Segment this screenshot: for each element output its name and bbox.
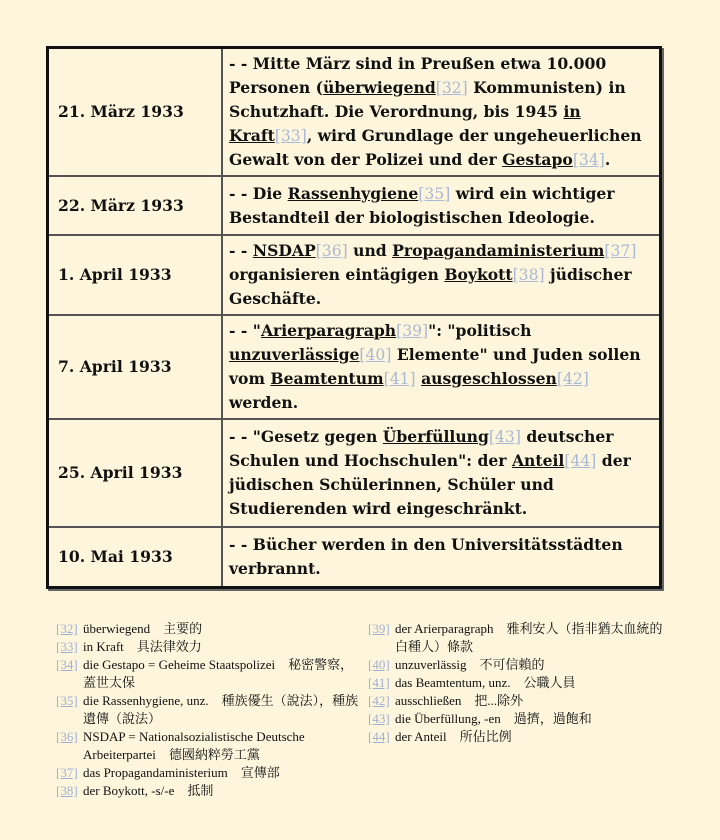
table-row xyxy=(48,527,661,587)
footnote-number-link[interactable]: [41] xyxy=(368,675,390,690)
footnote-number-link[interactable]: [40] xyxy=(368,657,390,672)
footnote-ref-link[interactable]: [37] xyxy=(604,242,637,260)
row-date: 21. März 1933 xyxy=(48,48,223,177)
glossary-term: Boykott xyxy=(444,265,513,284)
footnote-item xyxy=(56,638,366,656)
footnote-item xyxy=(56,728,366,764)
row-date: 25. April 1933 xyxy=(48,419,223,527)
footnote-text: die Gestapo = Geheime Staatspolizei 秘密警察，蓋世太保 xyxy=(83,657,354,690)
text-run: deutscher Schulen und Hochschulen": der xyxy=(229,427,614,470)
footnote-item xyxy=(56,692,366,728)
row-description xyxy=(222,48,661,177)
footnote-number-link[interactable]: [37] xyxy=(56,765,78,780)
text-run: - - Die xyxy=(229,183,288,203)
footnote-text: in Kraft 具法律效力 xyxy=(83,639,202,654)
footnote-ref-link[interactable]: [32] xyxy=(435,79,468,97)
row-date: 7. April 1933 xyxy=(48,315,223,419)
footnote-ref-link[interactable]: [33] xyxy=(274,127,307,145)
text-run: Elemente" und Juden sollen vom xyxy=(229,345,641,388)
glossary-term: Gestapo xyxy=(502,150,573,169)
row-date: 1. April 1933 xyxy=(48,235,223,315)
glossary-term: überwiegend xyxy=(323,78,436,97)
footnote-item xyxy=(368,692,668,710)
row-description xyxy=(222,527,661,587)
footnotes-right xyxy=(368,620,668,746)
table-row xyxy=(48,176,661,235)
text-run: - - "Gesetz gegen xyxy=(229,427,383,446)
footnote-ref-link[interactable]: [44] xyxy=(564,452,597,470)
text-run: und xyxy=(347,241,393,260)
footnote-number-link[interactable]: [33] xyxy=(56,639,78,654)
footnote-item xyxy=(368,620,668,656)
footnote-number-link[interactable]: [34] xyxy=(56,657,78,672)
glossary-term: NSDAP xyxy=(252,241,316,260)
text-run: der jüdischen Schülerinnen, Schüler und Studierenden wird eingeschränkt. xyxy=(229,451,631,518)
row-description xyxy=(222,235,661,315)
footnote-text: der Boykott, -s/-e 抵制 xyxy=(83,783,214,798)
footnote-item xyxy=(56,782,366,800)
footnotes-left xyxy=(56,620,366,800)
footnote-ref-link[interactable]: [39] xyxy=(396,322,429,340)
table-row xyxy=(48,48,661,177)
footnote-item xyxy=(368,674,668,692)
footnote-ref-link[interactable]: [34] xyxy=(572,151,605,169)
footnote-text: NSDAP = Nationalsozialistische Deutsche Arbeiterpartei 德國納粹勞工黨 xyxy=(83,729,305,762)
text-run: - - " xyxy=(229,321,261,340)
footnote-ref-link[interactable]: [40] xyxy=(359,346,392,364)
glossary-term: ausgeschlossen xyxy=(421,369,557,388)
footnote-number-link[interactable]: [32] xyxy=(56,621,78,636)
glossary-term: Propagandaministerium xyxy=(392,241,605,260)
footnote-number-link[interactable]: [38] xyxy=(56,783,78,798)
footnote-number-link[interactable]: [42] xyxy=(368,693,390,708)
table-row xyxy=(48,315,661,419)
footnote-item xyxy=(368,728,668,746)
footnote-item xyxy=(56,656,366,692)
footnote-item xyxy=(56,620,366,638)
footnote-number-link[interactable]: [36] xyxy=(56,729,78,744)
text-run: - - Mitte März sind in Preußen etwa 10.000 Personen ( xyxy=(229,54,607,97)
row-date: 22. März 1933 xyxy=(48,176,223,235)
footnote-item xyxy=(368,710,668,728)
timeline-table xyxy=(46,46,662,589)
glossary-term: Anteil xyxy=(511,451,565,470)
footnote-number-link[interactable]: [43] xyxy=(368,711,390,726)
footnote-item xyxy=(368,656,668,674)
footnote-text: überwiegend 主要的 xyxy=(83,621,203,636)
footnote-ref-link[interactable]: [42] xyxy=(556,370,589,388)
footnote-text: das Propagandaministerium 宣傳部 xyxy=(83,765,280,780)
text-run: Kommunisten) in Schutzhaft. Die Verordnung, bis 1945 xyxy=(229,78,626,121)
text-run: jüdischer Geschäfte. xyxy=(229,265,632,308)
glossary-term: in Kraft xyxy=(229,102,581,145)
glossary-term: Arierparagraph xyxy=(260,321,397,340)
footnote-number-link[interactable]: [44] xyxy=(368,729,390,744)
text-run: organisieren eintägigen xyxy=(229,265,445,284)
text-run: ": "politisch xyxy=(428,321,532,340)
glossary-term: Rassenhygiene xyxy=(287,183,419,203)
glossary-term: unzuverlässige xyxy=(229,345,360,364)
row-description xyxy=(222,419,661,527)
text-run: , wird Grundlage der ungeheuerlichen Gewalt von der Polizei und der xyxy=(229,126,642,169)
footnote-number-link[interactable]: [35] xyxy=(56,693,78,708)
footnote-text: unzuverlässig 不可信賴的 xyxy=(395,657,545,672)
footnote-number-link[interactable]: [39] xyxy=(368,621,390,636)
footnote-ref-link[interactable]: [35] xyxy=(418,184,451,203)
timeline-body xyxy=(48,48,661,588)
row-description xyxy=(222,315,661,419)
text-run: - - Bücher werden in den Universitätsstädten verbrannt. xyxy=(229,534,623,578)
footnote-text: der Anteil 所佔比例 xyxy=(395,729,512,744)
footnote-ref-link[interactable]: [43] xyxy=(488,428,521,446)
footnote-text: der Arierparagraph 雅利安人（指非猶太血統的白種人）條款 xyxy=(395,621,663,654)
footnote-text: die Rassenhygiene, unz. 種族優生（說法），種族遺傳（說法） xyxy=(83,693,359,726)
text-run: wird ein wichtiger Bestandteil der biologistischen Ideologie. xyxy=(229,183,615,227)
footnote-item xyxy=(56,764,366,782)
footnote-text: ausschließen 把...除外 xyxy=(395,693,524,708)
text-run: - - xyxy=(229,241,253,260)
row-date: 10. Mai 1933 xyxy=(48,527,223,587)
table-row xyxy=(48,235,661,315)
row-description xyxy=(222,176,661,235)
footnote-text: die Überfüllung, -en 過擠，過飽和 xyxy=(395,711,592,726)
footnote-ref-link[interactable]: [41] xyxy=(383,370,416,388)
footnote-ref-link[interactable]: [36] xyxy=(315,242,348,260)
glossary-term: Überfüllung xyxy=(382,427,489,446)
footnote-ref-link[interactable]: [38] xyxy=(512,266,545,284)
text-run: . xyxy=(604,150,611,169)
table-row xyxy=(48,419,661,527)
text-run: werden. xyxy=(229,393,299,412)
footnote-text: das Beamtentum, unz. 公職人員 xyxy=(395,675,576,690)
glossary-term: Beamtentum xyxy=(270,369,384,388)
